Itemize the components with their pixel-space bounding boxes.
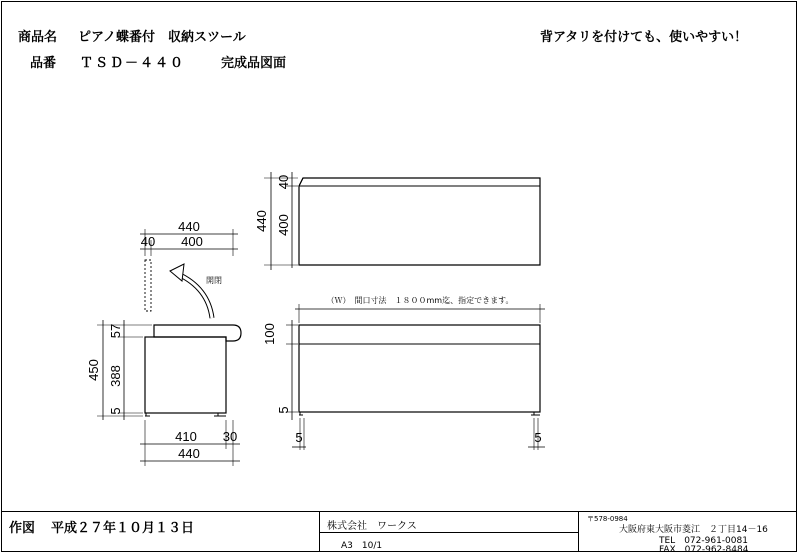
company-name: 株式会社 ワークス <box>327 521 417 532</box>
front-width-note: （Ｗ） 間口寸法 １８００mm迄、指定できます。 <box>326 296 514 305</box>
code-value: ＴＳＤ－４４０ <box>80 56 186 71</box>
front-view <box>286 304 545 450</box>
dim-top-depth-rail: 40 <box>276 174 291 190</box>
dim-side-bottom-lip: 30 <box>222 429 238 444</box>
dim-side-height-top: 57 <box>108 323 123 339</box>
dim-side-height-leg: 5 <box>108 407 123 415</box>
dim-side-height-total: 450 <box>86 359 101 381</box>
drawing-type: 完成品図面 <box>221 56 287 71</box>
company-address: 大阪府東大阪市菱江 ２丁目14－16 <box>619 525 768 535</box>
top-view <box>264 172 540 270</box>
product-name: ピアノ蝶番付 収納スツール <box>78 30 246 45</box>
dim-front-leg-right: 5 <box>534 430 542 445</box>
dim-top-depth-main: 400 <box>276 214 291 236</box>
company-fax: FAX 072-962-8484 <box>659 545 749 555</box>
dim-side-top-left: 40 <box>140 234 156 249</box>
dim-side-top-right: 400 <box>181 234 203 249</box>
dim-front-height-leg: 5 <box>276 406 291 414</box>
author-label: 作図 <box>9 521 36 536</box>
sheet-number: A3 10/1 <box>341 541 383 551</box>
dim-top-depth-total: 440 <box>254 210 269 232</box>
company-tel: TEL 072-961-0081 <box>659 536 748 546</box>
open-close-label: 開閉 <box>206 276 222 285</box>
drawing-date: 平成２７年１０月１３日 <box>51 521 195 536</box>
dim-side-bottom-body: 410 <box>175 429 197 444</box>
dim-front-leg-left: 5 <box>295 430 303 445</box>
side-view <box>97 229 241 466</box>
dim-side-bottom-total: 440 <box>178 446 200 461</box>
product-label: 商品名 <box>18 30 58 45</box>
postal-code: 〒578-0984 <box>587 515 628 523</box>
dim-front-height-top: 100 <box>262 323 277 345</box>
dim-side-height-body: 388 <box>108 365 123 387</box>
dim-side-top-total: 440 <box>178 219 200 234</box>
code-label: 品番 <box>30 56 57 71</box>
title-block <box>1 511 797 555</box>
tagline: 背アタリを付けても、使いやすい！ <box>540 30 748 45</box>
